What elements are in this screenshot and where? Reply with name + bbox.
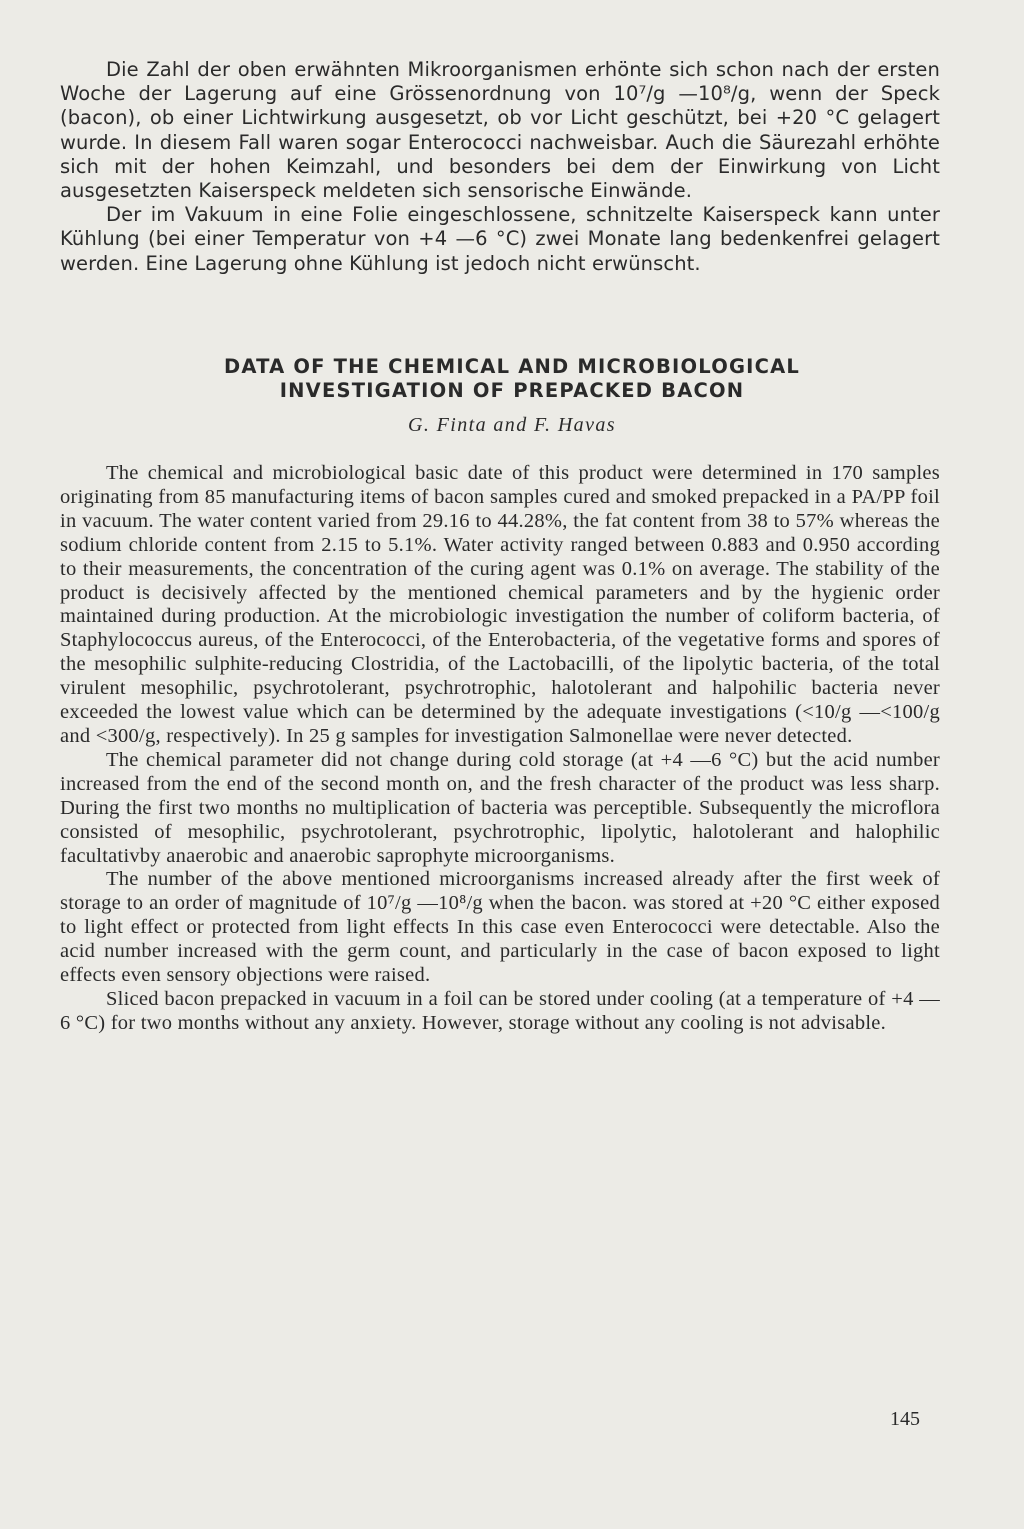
english-paragraph-2: The chemical parameter did not change during cold storage (at +4 —6 °C) but the acid number increased from the end of the second month on, and the fresh character of the product was less sharp. During the first two months no multiplication of bacteria was perceptible. Subsequently the microflora consisted of mesophilic, psychrotolerant, psychrotrophic, lipolytic, halotolerant and halophilic facultativby anaerobic and anaerobic saprophyte microorganisms. bbox=[60, 748, 940, 867]
article-title bbox=[60, 355, 964, 403]
english-summary bbox=[60, 462, 940, 1036]
english-paragraph-1: The chemical and microbiological basic date of this product were determined in 170 samples originating from 85 manufacturing items of bacon samples cured and smoked prepacked in a PA/PP foil in vacuum. The water content varied from 29.16 to 44.28%, the fat content from 38 to 57% whereas the sodium chloride content from 2.15 to 5.1%. Water activity ranged between 0.883 and 0.950 according to their measurements, the concentration of the curing agent was 0.1% on average. The stability of the product is decisively affected by the mentioned chemical parameters and by the hygienic order maintained during production. At the microbiologic investigation the number of coliform bacteria, of Staphylococcus aureus, of the Enterococci, of the Enterobacteria, of the vegetative forms and spores of the mesophilic sulphite-reducing Clostridia, of the Lactobacilli, of the lipolytic bacteria, of the total virulent mesophilic, psychrotolerant, psychrotrophic, halotolerant and halpohilic bacteria never exceeded the lowest value which can be determined by the adequate investigations (<10/g —<100/g and <300/g, respectively). In 25 g samples for investigation Salmonellae were never detected. bbox=[60, 462, 940, 747]
article-title-line-1: DATA OF THE CHEMICAL AND MICROBIOLOGICAL bbox=[223, 355, 801, 378]
page-number: 145 bbox=[890, 1408, 920, 1430]
english-paragraph-4: Sliced bacon prepacked in vacuum in a foil can be stored under cooling (at a temperature of +4 —6 °C) for two months without any anxiety. However, storage without any cooling is not advisable. bbox=[60, 987, 940, 1034]
german-paragraph-2: Der im Vakuum in eine Folie eingeschlossene, schnitzelte Kaiserspeck kann unter Kühlung (bei einer Temperatur von +4 —6 °C) zwei Monate lang bedenkenfrei gelagert werden. Eine Lagerung ohne Kühlung ist jedoch nicht erwünscht. bbox=[60, 203, 940, 275]
article-title-line-2: INVESTIGATION OF PREPACKED BACON bbox=[279, 379, 745, 402]
english-paragraph-3: The number of the above mentioned microorganisms increased already after the first week of storage to an order of magnitude of 10⁷/g —10⁸/g when the bacon. was stored at +20 °C either exposed to light effect or protected from light effects In this case even Enterococci were detectable. Also the acid number increased with the germ count, and particularly in the case of bacon exposed to light effects even sensory objections were raised. bbox=[60, 868, 940, 987]
article-authors: G. Finta and F. Havas bbox=[408, 414, 616, 436]
german-summary bbox=[60, 58, 940, 276]
german-paragraph-1: Die Zahl der oben erwähnten Mikroorganismen erhönte sich schon nach der ersten Woche der Lagerung auf eine Grössenordnung von 10⁷/g —10⁸/g, wenn der Speck (bacon), ob einer Lichtwirkung ausgesetzt, ob vor Licht geschützt, bei +20 °C gelagert wurde. In diesem Fall waren sogar Enterococci nachweisbar. Auch die Säurezahl erhöhte sich mit der hohen Keimzahl, und besonders bei dem der Einwirkung von Licht ausgesetzten Kaiserspeck meldeten sich sensorische Einwände. bbox=[60, 58, 940, 203]
